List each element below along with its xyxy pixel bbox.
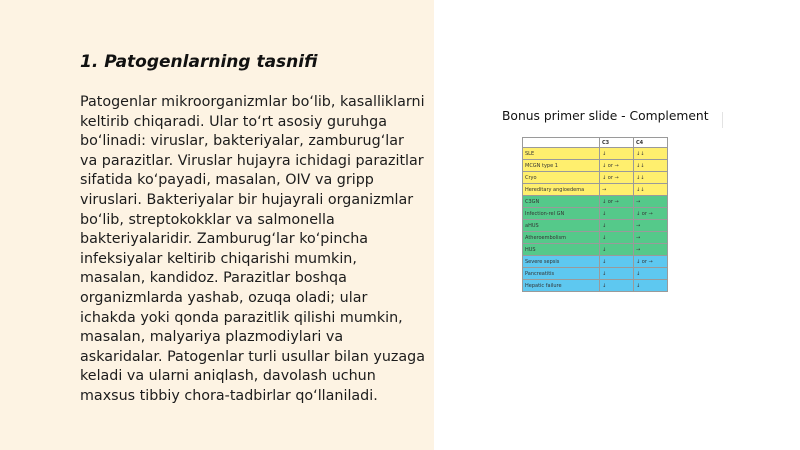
c4-cell: ↓↓ [634,184,668,196]
complement-table [522,137,668,292]
c3-cell: ↓ [600,256,634,268]
c3-cell: ↓ or → [600,172,634,184]
c4-cell: → [634,232,668,244]
condition-cell: Pancreatitis [523,268,600,280]
slide-title: 1. Patogenlarning tasnifi [80,52,318,72]
c3-cell: ↓ [600,244,634,256]
table-row [523,160,668,172]
table-header-cell: C3 [600,138,634,148]
condition-cell: Hereditary angioedema [523,184,600,196]
divider-mark [722,112,723,128]
table-header-cell: C4 [634,138,668,148]
condition-cell: MCGN type 1 [523,160,600,172]
table-row [523,268,668,280]
table-row [523,232,668,244]
c3-cell: ↓ [600,280,634,292]
c3-cell: ↓ [600,208,634,220]
c4-cell: ↓ or → [634,208,668,220]
condition-cell: Cryo [523,172,600,184]
c3-cell: ↓ [600,232,634,244]
condition-cell: Severe sepsis [523,256,600,268]
c3-cell: ↓ [600,268,634,280]
body-paragraph: Patogenlar mikroorganizmlar bo‘lib, kasalliklarni keltirib chiqaradi. Ular to‘rt asosiy guruhga bo‘linadi: viruslar, bakteriyalar, zamburug‘lar va parazitlar. Viruslar hujayra ichidagi parazitlar sifatida ko‘payadi, masalan, OIV va gripp viruslari. Bakteriyalar bir hujayrali organizmlar bo‘lib, streptokokklar va salmonella bakteriyalaridir. Zamburug‘lar ko‘pincha infeksiyalar keltirib chiqarishi mumkin, masalan, kandidoz. Parazitlar boshqa organizmlarda yashab, ozuqa oladi; ular ichakda yoki qonda parazitlik qilishi mumkin, masalan, malyariya plazmodiylari va askaridalar. Patogenlar turli usullar bilan yuzaga keladi va ularni aniqlash, davolash uchun maxsus tibbiy chora-tadbirlar qo‘llaniladi. [80,94,425,404]
condition-cell: Atheroembolism [523,232,600,244]
c4-cell: ↓↓ [634,160,668,172]
table-row [523,256,668,268]
c3-cell: ↓ or → [600,160,634,172]
table-row [523,280,668,292]
c4-cell: → [634,196,668,208]
c3-cell: ↓ [600,220,634,232]
table-row [523,244,668,256]
table-header-cell [523,138,600,148]
condition-cell: SLE [523,148,600,160]
table-header-row [523,138,668,148]
c4-cell: ↓↓ [634,148,668,160]
table-row [523,220,668,232]
c4-cell: ↓ or → [634,256,668,268]
image-caption: Bonus primer slide - Complement [502,109,709,123]
c3-cell: ↓ [600,148,634,160]
c3-cell: → [600,184,634,196]
condition-cell: C3GN [523,196,600,208]
condition-cell: aHUS [523,220,600,232]
condition-cell: Hepatic failure [523,280,600,292]
c4-cell: ↓↓ [634,172,668,184]
c3-cell: ↓ or → [600,196,634,208]
table-row [523,196,668,208]
c4-cell: ↓ [634,268,668,280]
table-row [523,148,668,160]
c4-cell: ↓ [634,280,668,292]
condition-cell: HUS [523,244,600,256]
table-row [523,184,668,196]
table-body [523,148,668,292]
condition-cell: Infection-rel GN [523,208,600,220]
c4-cell: → [634,220,668,232]
table-row [523,172,668,184]
table-row [523,208,668,220]
c4-cell: → [634,244,668,256]
